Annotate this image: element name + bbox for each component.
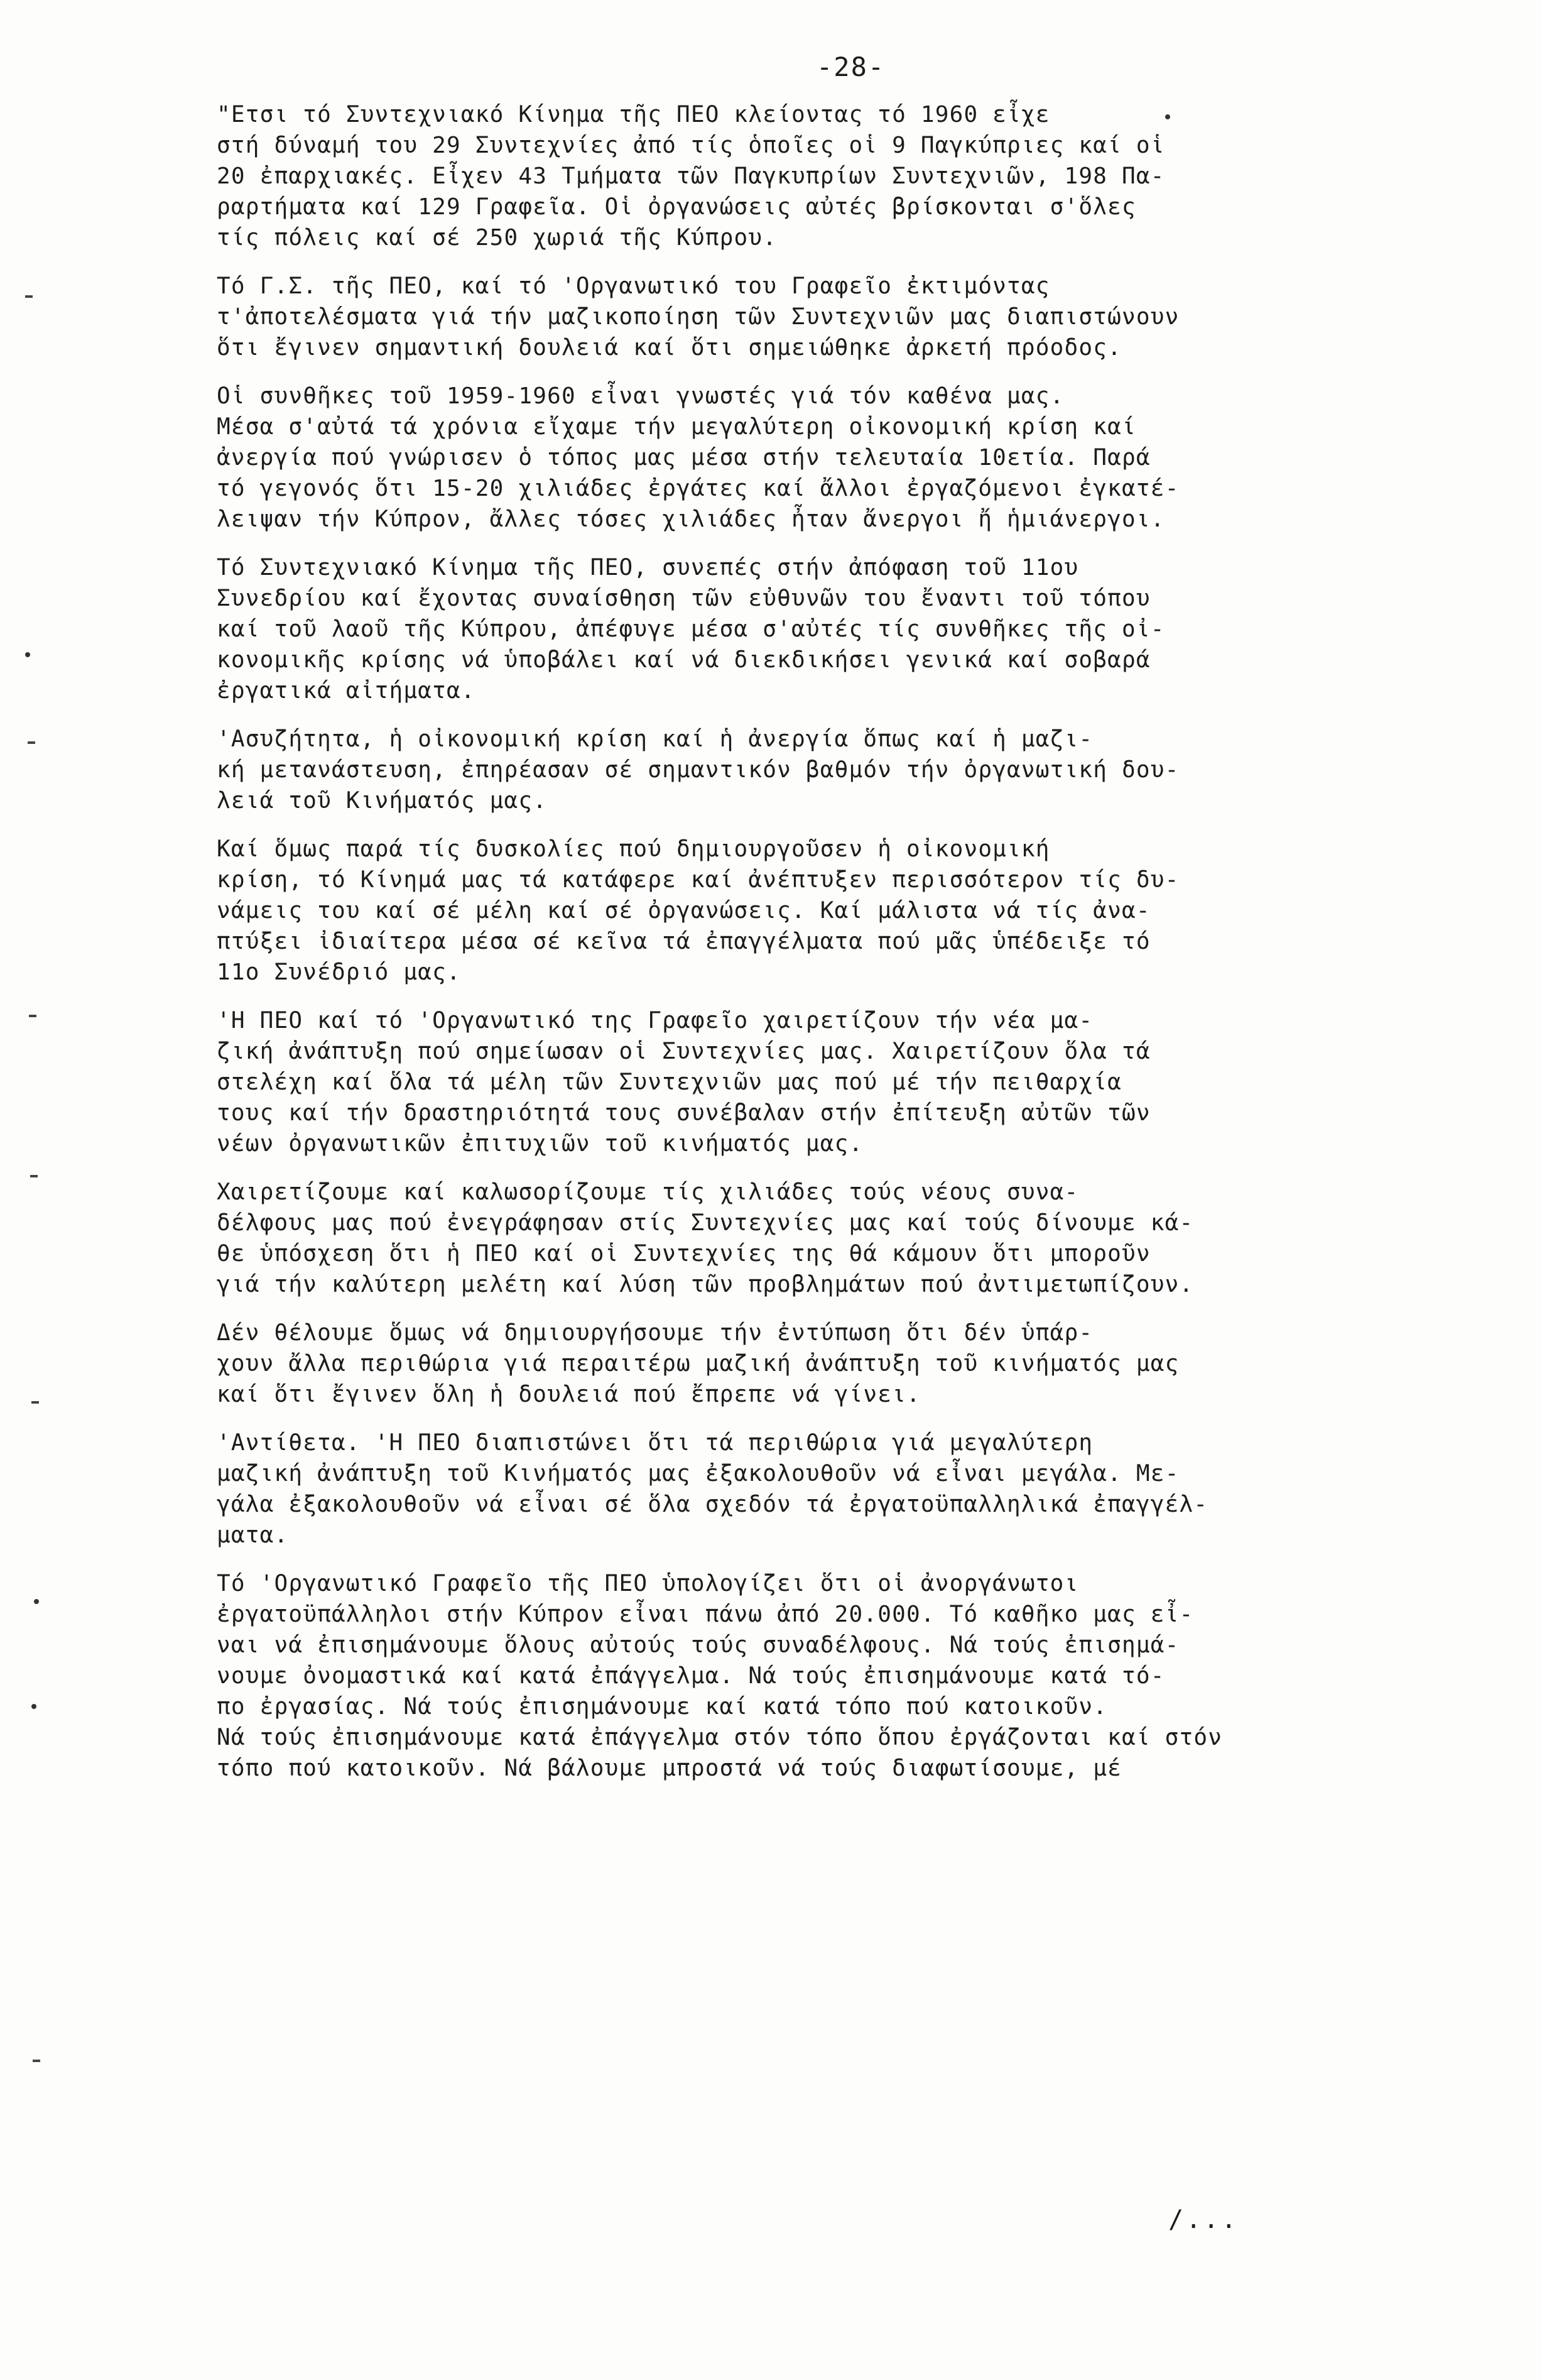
text-line: τους καί τήν δραστηριότητά τους συνέβαλαν στήν ἐπίτευξη αὐτῶν τῶν <box>217 1100 1151 1126</box>
text-line: 'Η ΠΕΟ καί τό 'Οργανωτικό της Γραφεῖο χαιρετίζουν τήν νέα μα- <box>217 1008 1094 1034</box>
margin-dash <box>31 1401 39 1404</box>
text-line: 11ο Συνέδριό μας. <box>217 959 461 985</box>
text-line: μαζική ἀνάπτυξη τοῦ Κινήματός μας ἐξακολουθοῦν νά εἶναι μεγάλα. Με- <box>217 1461 1180 1487</box>
text-line: γάλα ἐξακολουθοῦν νά εἶναι σέ ὅλα σχεδόν τά ἐργατοϋπαλληλικά ἐπαγγέλ- <box>217 1492 1208 1517</box>
text-line: Νά τούς ἐπισημάνουμε κατά ἐπάγγελμα στόν τόπο ὅπου ἐργάζονται καί στόν <box>217 1725 1223 1750</box>
paragraph <box>217 1005 1442 1159</box>
text-line: νουμε ὀνομαστικά καί κατά ἐπάγγελμα. Νά τούς ἐπισημάνουμε κατά τό- <box>217 1663 1165 1689</box>
text-line: δέλφους μας πού ἐνεγράφησαν στίς Συντεχνίες μας καί τούς δίνουμε κά- <box>217 1210 1194 1236</box>
margin-dot <box>1165 114 1170 119</box>
paragraph <box>217 1427 1442 1551</box>
paragraph <box>217 381 1442 535</box>
text-line: 'Αντίθετα. 'Η ΠΕΟ διαπιστώνει ὅτι τά περιθώρια γιά μεγαλύτερη <box>217 1430 1094 1456</box>
text-line: ραρτήματα καί 129 Γραφεῖα. Οἱ ὀργανώσεις αὐτές βρίσκονται σ'ὅλες <box>217 194 1136 220</box>
margin-dot <box>25 652 30 657</box>
text-line: Τό 'Οργανωτικό Γραφεῖο τῆς ΠΕΟ ὑπολογίζει ὅτι οἱ ἀνοργάνωτοι <box>217 1571 1079 1597</box>
text-line: λειά τοῦ Κινήματός μας. <box>217 788 548 814</box>
text-line: Μέσα σ'αὐτά τά χρόνια εἴχαμε τήν μεγαλύτερη οἰκονομική κρίση καί <box>217 414 1136 440</box>
text-line: 'Ασυζήτητα, ἡ οἰκονομική κρίση καί ἡ ἀνεργία ὅπως καί ἡ μαζι- <box>217 726 1094 752</box>
text-line: στή δύναμή του 29 Συντεχνίες ἀπό τίς ὁποῖες οἱ 9 Παγκύπριες καί οἱ <box>217 133 1165 158</box>
paragraph <box>217 1318 1442 1410</box>
text-line: Οἱ συνθῆκες τοῦ 1959-1960 εἶναι γνωστές γιά τόν καθένα μας. <box>217 383 1065 409</box>
text-line: πο ἐργασίας. Νά τούς ἐπισημάνουμε καί κατά τόπο πού κατοικοῦν. <box>217 1694 1108 1720</box>
text-line: Τό Συντεχνιακό Κίνημα τῆς ΠΕΟ, συνεπές στήν ἀπόφαση τοῦ 11ου <box>217 555 1079 581</box>
text-line: "Ετσι τό Συντεχνιακό Κίνημα τῆς ΠΕΟ κλείοντας τό 1960 εἶχε <box>217 102 1050 128</box>
text-line: λειψαν τήν Κύπρον, ἄλλες τόσες χιλιάδες ἦταν ἄνεργοι ἤ ἡμιάνεργοι. <box>217 506 1165 532</box>
text-line: νάμεις του καί σέ μέλη καί σέ ὀργανώσεις. Καί μάλιστα νά τίς ἀνα- <box>217 898 1151 924</box>
text-line: καί τοῦ λαοῦ τῆς Κύπρου, ἀπέφυγε μέσα σ'αὐτές τίς συνθῆκες τῆς οἰ- <box>217 616 1165 642</box>
page-number: -28- <box>817 52 886 82</box>
margin-dash <box>25 295 33 298</box>
text-line: νέων ὀργανωτικῶν ἐπιτυχιῶν τοῦ κινήματός μας. <box>217 1131 864 1157</box>
text-line: ματα. <box>217 1522 289 1548</box>
text-line: ζική ἀνάπτυξη πού σημείωσαν οἱ Συντεχνίες μας. Χαιρετίζουν ὅλα τά <box>217 1039 1151 1064</box>
paragraph <box>217 99 1442 253</box>
text-line: χουν ἄλλα περιθώρια γιά περαιτέρω μαζική ἀνάπτυξη τοῦ κινήματός μας <box>217 1351 1180 1377</box>
text-line: τό γεγονός ὅτι 15-20 χιλιάδες ἐργάτες καί ἄλλοι ἐργαζόμενοι ἐγκατέ- <box>217 476 1180 501</box>
text-line: τόπο πού κατοικοῦν. Νά βάλουμε μπροστά νά τούς διαφωτίσουμε, μέ <box>217 1755 1122 1781</box>
text-line: ὅτι ἔγινεν σημαντική δουλειά καί ὅτι σημειώθηκε ἀρκετή πρόοδος. <box>217 335 1122 361</box>
margin-dot <box>34 1599 39 1604</box>
text-line: στελέχη καί ὅλα τά μέλη τῶν Συντεχνιῶν μας πού μέ τήν πειθαρχία <box>217 1069 1122 1095</box>
paragraph <box>217 1568 1442 1784</box>
paragraph <box>217 552 1442 706</box>
text-line: ἐργατικά αἰτήματα. <box>217 678 475 704</box>
text-line: ἐργατοϋπάλληλοι στήν Κύπρον εἶναι πάνω ἀπό 20.000. Τό καθῆκο μας εἶ- <box>217 1602 1194 1627</box>
text-line: καί ὅτι ἔγινεν ὅλη ἡ δουλειά πού ἔπρεπε νά γίνει. <box>217 1382 921 1407</box>
margin-dot <box>31 1704 36 1709</box>
text-line: Χαιρετίζουμε καί καλωσορίζουμε τίς χιλιάδες τούς νέους συνα- <box>217 1179 1079 1205</box>
paragraph <box>217 271 1442 363</box>
text-line: κρίση, τό Κίνημά μας τά κατάφερε καί ἀνέπτυξεν περισσότερον τίς δυ- <box>217 867 1180 893</box>
text-line: ἀνεργία πού γνώρισεν ὁ τόπος μας μέσα στήν τελευταία 10ετία. Παρά <box>217 445 1151 471</box>
margin-dash <box>29 1015 36 1017</box>
paragraph <box>217 724 1442 816</box>
margin-dash <box>28 741 35 744</box>
body-text <box>217 99 1442 1801</box>
text-line: πτύξει ἰδιαίτερα μέσα σέ κεῖνα τά ἐπαγγέλματα πού μᾶς ὑπέδειξε τό <box>217 929 1151 954</box>
margin-dash <box>33 2060 40 2062</box>
paragraph <box>217 1177 1442 1300</box>
text-line: τίς πόλεις καί σέ 250 χωριά τῆς Κύπρου. <box>217 225 778 251</box>
paragraph <box>217 834 1442 988</box>
text-line: ναι νά ἐπισημάνουμε ὅλους αὐτούς τούς συναδέλφους. Νά τούς ἐπισημά- <box>217 1632 1180 1658</box>
text-line: θε ὑπόσχεση ὅτι ἡ ΠΕΟ καί οἱ Συντεχνίες της θά κάμουν ὅτι μποροῦν <box>217 1241 1151 1267</box>
text-line: Δέν θέλουμε ὅμως νά δημιουργήσουμε τήν ἐντύπωση ὅτι δέν ὑπάρ- <box>217 1320 1094 1346</box>
text-line: 20 ἐπαρχιακές. Εἶχεν 43 Τμήματα τῶν Παγκυπρίων Συντεχνιῶν, 198 Πα- <box>217 163 1165 189</box>
continuation-mark: /... <box>1168 2205 1239 2234</box>
margin-dash <box>30 1175 38 1177</box>
text-line: κονομικῆς κρίσης νά ὑποβάλει καί νά διεκδικήσει γενικά καί σοβαρά <box>217 647 1151 673</box>
text-line: κή μετανάστευση, ἐπηρέασαν σέ σημαντικόν βαθμόν τήν ὀργανωτική δου- <box>217 757 1180 783</box>
text-line: τ'ἀποτελέσματα γιά τήν μαζικοποίηση τῶν Συντεχνιῶν μας διαπιστώνουν <box>217 304 1180 330</box>
text-line: Συνεδρίου καί ἔχοντας συναίσθηση τῶν εὐθυνῶν του ἔναντι τοῦ τόπου <box>217 586 1151 611</box>
text-line: γιά τήν καλύτερη μελέτη καί λύση τῶν προβλημάτων πού ἀντιμετωπίζουν. <box>217 1272 1194 1297</box>
text-line: Καί ὅμως παρά τίς δυσκολίες πού δημιουργοῦσεν ἡ οἰκονομική <box>217 836 1050 862</box>
text-line: Τό Γ.Σ. τῆς ΠΕΟ, καί τό 'Οργανωτικό του Γραφεῖο ἐκτιμόντας <box>217 273 1050 299</box>
